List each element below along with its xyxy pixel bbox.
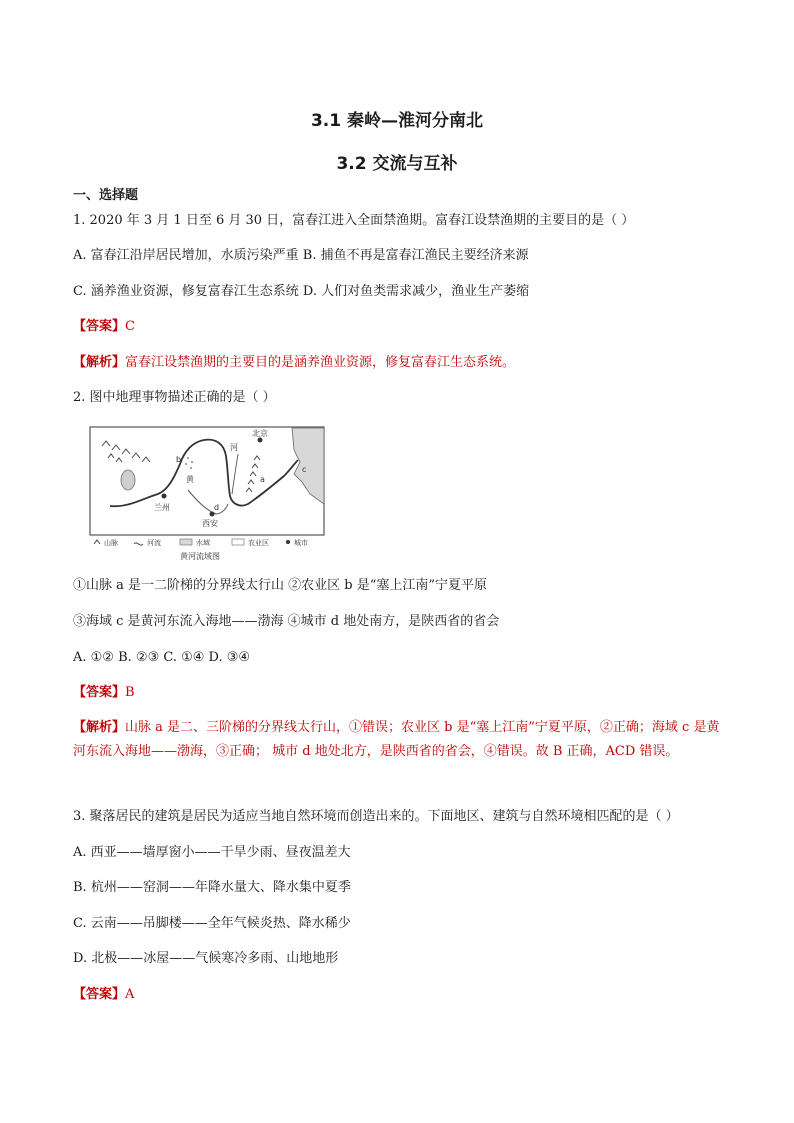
map-label-lanzhou: 兰州 <box>154 503 170 512</box>
question-2-statement-1: ①山脉 a 是一二阶梯的分界线太行山 ②农业区 b 是“塞上江南”宁夏平原 <box>73 578 488 593</box>
question-2-statement-2: ③海域 c 是黄河东流入海地——渤海 ④城市 d 地处南方，是陕西省的省会 <box>73 614 500 629</box>
lesson-title: 3.1 秦岭—淮河分南北 <box>310 111 484 131</box>
question-3-option-c: C. 云南——吊脚楼——全年气候炎热、降水稀少 <box>73 916 351 931</box>
analysis-tag: 【解析】 <box>73 720 126 735</box>
answer-tag: 【答案】 <box>73 319 126 334</box>
legend-river-icon <box>134 543 143 545</box>
xian-city-dot <box>210 512 215 517</box>
question-2-options: A. ①② B. ②③ C. ①④ D. ③④ <box>73 650 251 665</box>
lesson-subtitle: 3.2 交流与互补 <box>336 154 458 174</box>
question-3-option-d: D. 北极——冰屋——气候寒冷多雨、山地地形 <box>73 951 339 966</box>
question-1-options-ab: A. 富春江沿岸居民增加，水质污染严重 B. 捕鱼不再是富春江渔民主要经济来源 <box>73 248 529 263</box>
answer-value: A <box>125 987 135 1002</box>
legend-water-icon <box>180 539 192 545</box>
map-label-b: b <box>176 455 182 464</box>
map-label-d: d <box>214 503 220 512</box>
map-label-xian: 西安 <box>202 519 218 528</box>
map-label-huang: 黄 <box>186 475 194 484</box>
answer-tag: 【答案】 <box>73 987 126 1002</box>
beijing-city-dot <box>258 438 263 443</box>
map-label-a: a <box>260 475 265 484</box>
map-label-he: 河 <box>230 443 238 452</box>
map-caption: 黄河流域图 <box>180 552 220 561</box>
analysis-text: 富春江设禁渔期的主要目的是涵养渔业资源，修复富春江生态系统。 <box>125 355 516 370</box>
question-1-options-cd: C. 涵养渔业资源，修复富春江生态系统 D. 人们对鱼类需求减少，渔业生产萎缩 <box>73 284 530 299</box>
legend-mountain-icon <box>94 540 100 544</box>
legend-mountain-label: 山脉 <box>104 539 118 547</box>
question-3-option-a: A. 西亚——墙厚窗小——干旱少雨、昼夜温差大 <box>73 845 351 860</box>
map-label-c: c <box>302 465 307 474</box>
legend-city-label: 城市 <box>294 539 308 547</box>
answer-value: B <box>125 685 135 700</box>
question-1-analysis <box>73 354 515 372</box>
question-3-stem: 3. 聚落居民的建筑是居民为适应当地自然环境而创造出来的。下面地区、建筑与自然环境相匹配的是（ ） <box>73 809 679 824</box>
lake-shape <box>121 470 135 490</box>
question-2-analysis <box>73 716 723 764</box>
question-1-answer <box>73 318 135 336</box>
legend-city-icon <box>286 540 290 544</box>
map-label-beijing: 北京 <box>252 429 268 438</box>
analysis-tag: 【解析】 <box>73 355 126 370</box>
question-1-stem: 1. 2020 年 3 月 1 日至 6 月 30 日，富春江进入全面禁渔期。富春江设禁渔期的主要目的是（ ） <box>73 213 635 228</box>
legend-farm-label: 农业区 <box>248 539 269 547</box>
legend-farm-icon <box>232 539 244 545</box>
question-2-stem: 2. 图中地理事物描述正确的是（ ） <box>73 390 276 405</box>
section-heading: 一、选择题 <box>73 188 139 203</box>
legend-water-label: 水域 <box>196 539 210 547</box>
legend-river-label: 河流 <box>147 539 161 547</box>
question-2-answer <box>73 684 135 702</box>
lanzhou-city-dot <box>162 494 167 499</box>
yellow-river-basin-map <box>88 424 326 564</box>
question-3-option-b: B. 杭州——窑洞——年降水量大、降水集中夏季 <box>73 880 351 895</box>
answer-value: C <box>125 319 135 334</box>
answer-tag: 【答案】 <box>73 685 126 700</box>
question-3-answer <box>73 986 134 1004</box>
analysis-text: 山脉 a 是二、三阶梯的分界线太行山，①错误；农业区 b 是“塞上江南”宁夏平原，②正确；海域 c 是黄河东流入海地——渤海，③正确； 城市 d 地处北方，是陕西省的省会，④错误。故 B 正确，ACD 错误。 <box>73 720 720 759</box>
